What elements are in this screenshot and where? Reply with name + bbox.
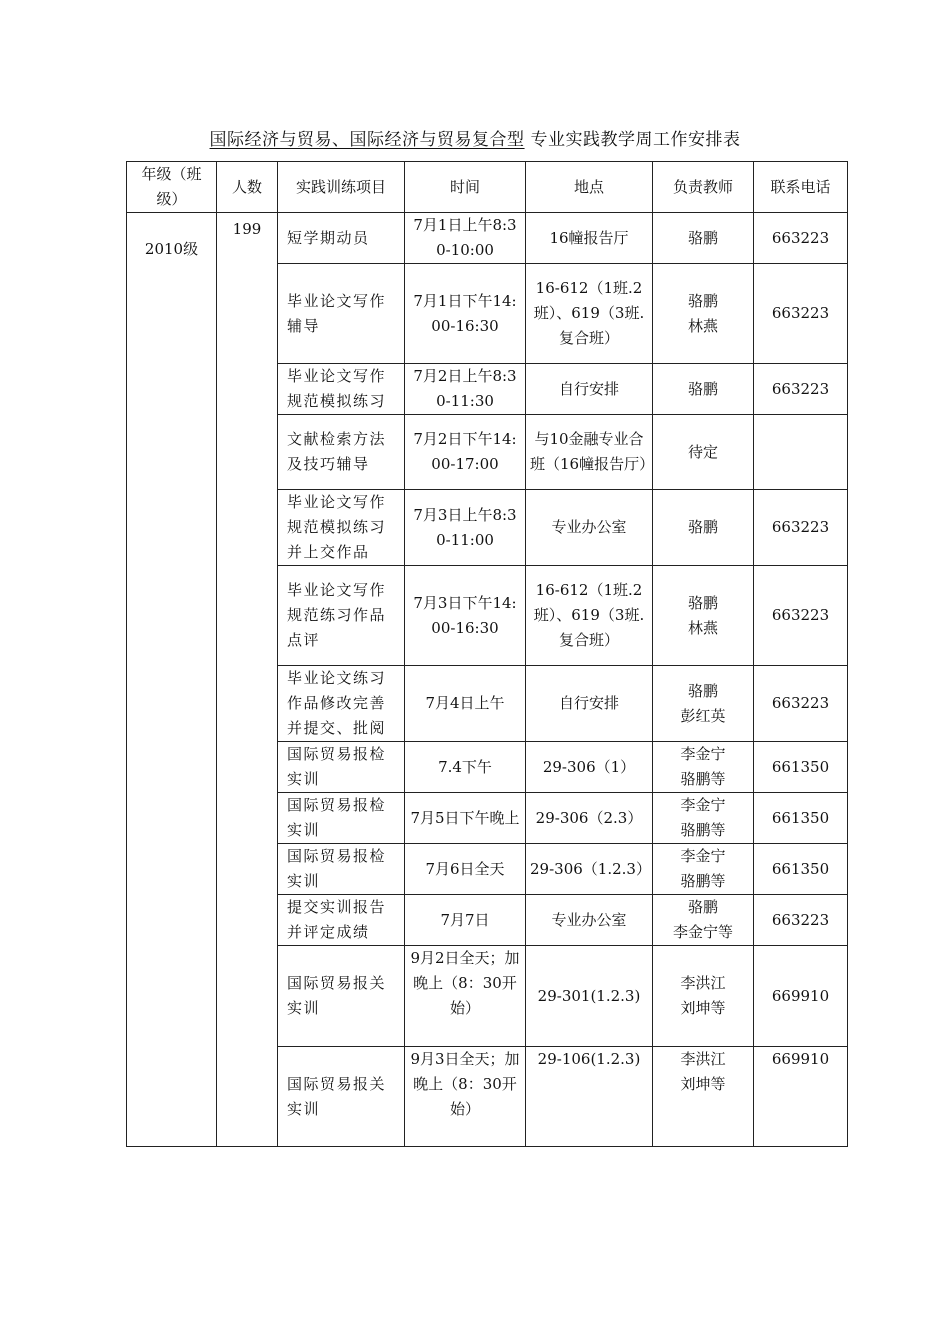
header-grade: 年级（班级） xyxy=(127,162,217,213)
time-cell: 9月3日全天；加晚上（8：30开始） xyxy=(405,1047,526,1147)
teacher-cell: 李洪江 刘坤等 xyxy=(653,1047,754,1147)
phone-cell: 661350 xyxy=(754,742,848,793)
phone-cell: 663223 xyxy=(754,566,848,666)
project-cell: 国际贸易报关实训 xyxy=(278,1047,405,1147)
phone-cell: 663223 xyxy=(754,666,848,742)
time-cell: 7月2日下午14:00-17:00 xyxy=(405,415,526,490)
place-cell: 16幢报告厅 xyxy=(526,213,653,264)
schedule-table xyxy=(126,161,848,1147)
project-cell: 毕业论文练习作品修改完善并提交、批阅 xyxy=(278,666,405,742)
time-cell: 7月5日下午晚上 xyxy=(405,793,526,844)
phone-cell: 663223 xyxy=(754,895,848,946)
document-title xyxy=(0,125,950,150)
phone-cell: 663223 xyxy=(754,213,848,264)
phone-cell: 661350 xyxy=(754,844,848,895)
time-cell: 7月3日下午14:00-16:30 xyxy=(405,566,526,666)
header-project: 实践训练项目 xyxy=(278,162,405,213)
place-cell: 16-612（1班.2班）、619（3班.复合班） xyxy=(526,264,653,364)
place-cell: 专业办公室 xyxy=(526,895,653,946)
header-count: 人数 xyxy=(217,162,278,213)
teacher-cell: 李金宁 骆鹏等 xyxy=(653,742,754,793)
time-cell: 7月7日 xyxy=(405,895,526,946)
time-cell: 7.4下午 xyxy=(405,742,526,793)
place-cell: 专业办公室 xyxy=(526,490,653,566)
project-cell: 短学期动员 xyxy=(278,213,405,264)
time-cell: 7月6日全天 xyxy=(405,844,526,895)
place-cell: 29-106(1.2.3) xyxy=(526,1047,653,1147)
table-body xyxy=(127,213,848,1147)
phone-cell: 669910 xyxy=(754,946,848,1047)
teacher-cell: 骆鹏 xyxy=(653,490,754,566)
teacher-cell: 骆鹏 林燕 xyxy=(653,566,754,666)
table-row xyxy=(127,213,848,264)
project-cell: 毕业论文写作规范模拟练习 xyxy=(278,364,405,415)
phone-cell: 669910 xyxy=(754,1047,848,1147)
time-cell: 7月4日上午 xyxy=(405,666,526,742)
project-cell: 毕业论文写作规范练习作品点评 xyxy=(278,566,405,666)
place-cell: 与10金融专业合班（16幢报告厅） xyxy=(526,415,653,490)
time-cell: 7月2日上午8:30-11:30 xyxy=(405,364,526,415)
project-cell: 国际贸易报检实训 xyxy=(278,793,405,844)
project-cell: 提交实训报告并评定成绩 xyxy=(278,895,405,946)
place-cell: 自行安排 xyxy=(526,364,653,415)
place-cell: 29-301(1.2.3) xyxy=(526,946,653,1047)
phone-cell: 661350 xyxy=(754,793,848,844)
header-place: 地点 xyxy=(526,162,653,213)
title-underlined-part: 国际经济与贸易、国际经济与贸易复合型 xyxy=(209,130,525,150)
phone-cell: 663223 xyxy=(754,364,848,415)
header-teacher: 负责教师 xyxy=(653,162,754,213)
project-cell: 国际贸易报检实训 xyxy=(278,844,405,895)
title-rest-part: 专业实践教学周工作安排表 xyxy=(530,130,741,150)
grade-cell: 2010级 xyxy=(127,213,217,1147)
teacher-cell: 骆鹏 林燕 xyxy=(653,264,754,364)
header-phone: 联系电话 xyxy=(754,162,848,213)
time-cell: 7月1日下午14:00-16:30 xyxy=(405,264,526,364)
time-cell: 7月3日上午8:30-11:00 xyxy=(405,490,526,566)
teacher-cell: 待定 xyxy=(653,415,754,490)
count-cell: 199 xyxy=(217,213,278,1147)
place-cell: 29-306（1） xyxy=(526,742,653,793)
project-cell: 国际贸易报检实训 xyxy=(278,742,405,793)
time-cell: 7月1日上午8:30-10:00 xyxy=(405,213,526,264)
teacher-cell: 李金宁 骆鹏等 xyxy=(653,844,754,895)
phone-cell: 663223 xyxy=(754,264,848,364)
project-cell: 国际贸易报关实训 xyxy=(278,946,405,1047)
place-cell: 16-612（1班.2班）、619（3班.复合班） xyxy=(526,566,653,666)
teacher-cell: 骆鹏 xyxy=(653,213,754,264)
header-time: 时间 xyxy=(405,162,526,213)
phone-cell xyxy=(754,415,848,490)
teacher-cell: 骆鹏 李金宁等 xyxy=(653,895,754,946)
place-cell: 自行安排 xyxy=(526,666,653,742)
project-cell: 毕业论文写作规范模拟练习并上交作品 xyxy=(278,490,405,566)
place-cell: 29-306（1.2.3） xyxy=(526,844,653,895)
teacher-cell: 骆鹏 xyxy=(653,364,754,415)
header-row xyxy=(127,162,848,213)
teacher-cell: 李洪江 刘坤等 xyxy=(653,946,754,1047)
phone-cell: 663223 xyxy=(754,490,848,566)
time-cell: 9月2日全天；加晚上（8：30开始） xyxy=(405,946,526,1047)
project-cell: 文献检索方法及技巧辅导 xyxy=(278,415,405,490)
teacher-cell: 李金宁 骆鹏等 xyxy=(653,793,754,844)
teacher-cell: 骆鹏 彭红英 xyxy=(653,666,754,742)
project-cell: 毕业论文写作辅导 xyxy=(278,264,405,364)
place-cell: 29-306（2.3） xyxy=(526,793,653,844)
